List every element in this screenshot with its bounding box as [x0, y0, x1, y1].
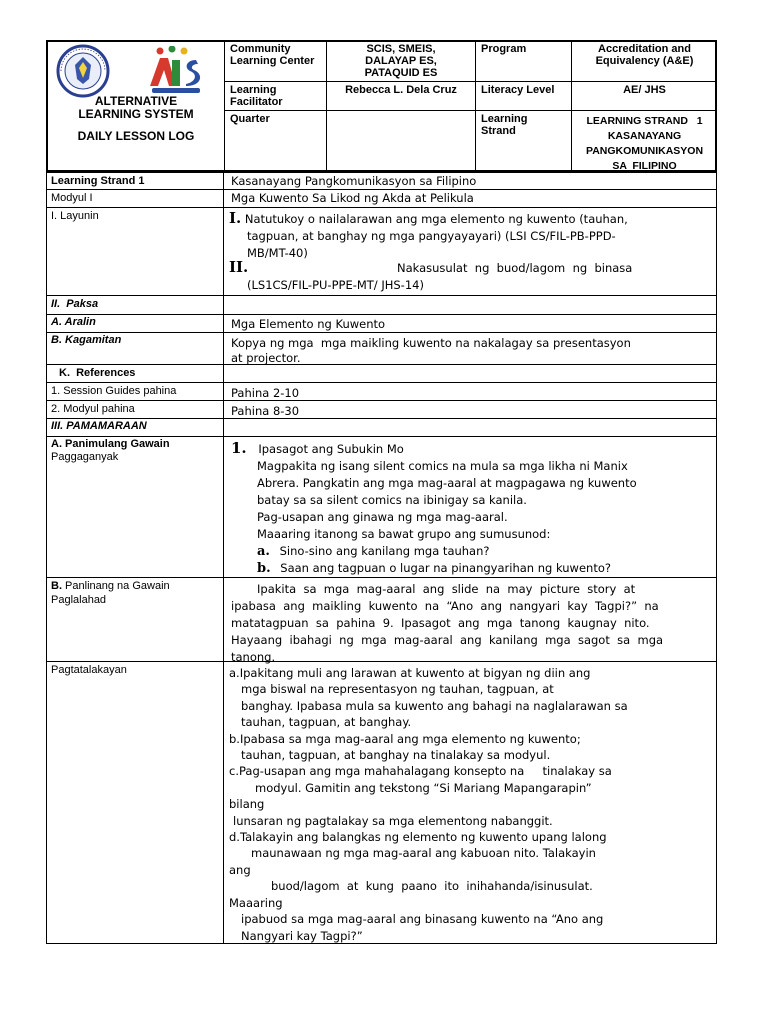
layunin-label: I. Layunin [51, 210, 99, 222]
layunin-2-line-a: Nakasusulat ng buod/lagom ng binasa [397, 261, 633, 275]
ls-value: Kasanayang Pangkomunikasyon sa Filipino [231, 174, 477, 188]
label-quarter: Quarter [230, 113, 270, 125]
value-community-learning-center: SCIS, SMEIS, DALAYAP ES, PATAQUID ES [364, 43, 438, 79]
aralin-value: Mga Elemento ng Kuwento [231, 317, 386, 331]
label-learning-facilitator: Learning Facilitator [230, 84, 283, 108]
value-learning-facilitator: Rebecca L. Dela Cruz [345, 84, 457, 96]
panimula-line-3: Abrera. Pangkatin ang mga mag-aaral at magpagawa ng kuwento [257, 476, 637, 490]
panimula-b-text: Saan ang tagpuan o lugar na pinangyarihan ng kuwento? [280, 561, 611, 575]
layunin-2-line-b: (LS1CS/FIL-PU-PPE-MT/ JHS-14) [247, 278, 424, 292]
modyul-value: Mga Kuwento Sa Likod ng Akda at Pelikula [231, 191, 474, 205]
talakay-line: ang [229, 862, 251, 877]
log-title: DAILY LESSON LOG [77, 129, 195, 143]
layunin-1-line-b: tagpuan, at banghay ng mga pangyayayari) (LSI CS/FIL-PB-PPD- [247, 229, 616, 243]
talakay-line: ipabuod sa mga mag-aaral ang binasang kuwento na “Ano ang [241, 912, 604, 927]
panimula-a-text: Sino-sino ang kanilang mga tauhan? [279, 544, 490, 558]
kagamitan-line-a: Kopya ng mga mga maikling kuwento na nakalagay sa presentasyon [231, 336, 631, 350]
strand-line-4: SA FILIPINO [612, 160, 677, 172]
modyul-label: Modyul I [51, 192, 93, 204]
layunin-1-number: I. [229, 209, 242, 227]
paksa-label: II. Paksa [51, 298, 99, 310]
layunin-1-line-c: MB/MT-40) [247, 246, 308, 260]
talakay-content [229, 665, 669, 944]
org-title-line-1: ALTERNATIVE [94, 94, 178, 108]
talakay-line: mga biswal na representasyon ng tauhan, tagpuan, at [241, 682, 554, 697]
talakay-line: c.Pag-usapan ang mga mahahalagang konsepto na tinalakay sa [229, 764, 612, 779]
panlinang-line-4: Hayaang ibahagi ng mga mag-aaral ang kanilang mga sagot sa mga [231, 633, 664, 647]
layunin-2-number: II. [229, 258, 249, 276]
org-title-line-2: LEARNING SYSTEM [78, 107, 194, 121]
talakay-line: d.Talakayin ang balangkas ng elemento ng kuwento upang lalong [229, 830, 607, 845]
kagamitan-line-b: at projector. [231, 351, 301, 365]
label-literacy-level: Literacy Level [481, 84, 555, 96]
panlinang-sub: Paglalahad [51, 594, 107, 606]
strand-line-1: LEARNING STRAND 1 [586, 115, 703, 127]
session-guides-label: 1. Session Guides pahina [51, 385, 177, 397]
talakay-line: Nangyari kay Tagpi?” [241, 928, 363, 943]
kagamitan-value [231, 336, 631, 366]
ls-label: Learning Strand 1 [51, 175, 145, 187]
panlinang-line-2: ipabasa ang maikling kuwento na “Ano ang nangyari kay Tagpi?” na [231, 599, 659, 613]
aralin-label: A. Aralin [51, 316, 96, 328]
strand-line-2: KASANAYANG [607, 130, 682, 142]
panimula-sub: Paggaganyak [51, 451, 119, 463]
label-community-learning-center: Community Learning Center [230, 43, 315, 67]
value-program: Accreditation and Equivalency (A&E) [595, 43, 694, 67]
panlinang-line-3: matatagpuan sa pahina 9. Ipasagot ang mga tanong kaugnay nito. [231, 616, 650, 630]
modyul-pahina-label: 2. Modyul pahina [51, 403, 135, 415]
talakay-line: banghay. Ipabasa mula sa kuwento ang bahagi na naglalarawan sa [241, 698, 628, 713]
panimula-a-marker: a. [257, 544, 270, 559]
references-label: K. References [59, 367, 136, 379]
layunin-item-2 [229, 260, 659, 294]
panimula-label: A. Panimulang Gawain [51, 438, 170, 450]
label-program: Program [481, 43, 527, 55]
als-logo [146, 46, 206, 96]
talakay-line: a.Ipakitang muli ang larawan at kuwento at bigyan ng diin ang [229, 666, 591, 680]
value-learning-strand [572, 114, 717, 174]
panimula-line-1: Ipasagot ang Subukin Mo [258, 442, 404, 456]
talakay-line: b.Ipabasa sa mga mag-aaral ang mga elemento ng kuwento; [229, 731, 581, 746]
lesson-table [46, 172, 717, 944]
panlinang-content [231, 581, 664, 666]
layunin-1-line-a: Natutukoy o nailalarawan ang mga elemento ng kuwento (tauhan, [244, 212, 628, 226]
panimula-line-6: Maaaring itanong sa bawat grupo ang sumusunod: [257, 527, 551, 541]
talakay-line: lunsaran ng pagtalakay sa mga elementong nabanggit. [233, 813, 553, 828]
panimula-b-marker: b. [257, 561, 271, 576]
session-guides-value: Pahina 2-10 [231, 386, 300, 400]
panlinang-label-letter: B. [51, 580, 62, 592]
panlinang-line-1: Ipakita sa mga mag-aaral ang slide na may picture story at [257, 582, 636, 596]
modyul-pahina-value: Pahina 8-30 [231, 404, 300, 418]
panimula-content [231, 440, 671, 577]
panimula-line-5: Pag-usapan ang ginawa ng mga mag-aaral. [257, 510, 508, 524]
panlinang-line-5: tanong. [231, 650, 276, 664]
panimula-line-4: batay sa sa silent comics na ibinigay sa kanila. [257, 493, 527, 507]
header-table [46, 40, 717, 172]
label-learning-strand: Learning Strand [481, 113, 528, 137]
talakay-line: buod/lagom at kung paano ito inihahanda/isinusulat. [271, 879, 593, 894]
talakay-line: modyul. Gamitin ang tekstong “Si Mariang Mapangarapin” [255, 780, 592, 795]
panlinang-label-text: Panlinang na Gawain [62, 580, 170, 592]
panlinang-label [51, 580, 170, 593]
talakay-line: maunawaan ng mga mag-aaral ang kabuoan nito. Talakayin [251, 846, 596, 861]
strand-line-3: PANGKOMUNIKASYON [585, 145, 704, 157]
talakay-label: Pagtatalakayan [51, 664, 127, 676]
value-literacy-level: AE/ JHS [623, 84, 666, 96]
talakay-line: bilang [229, 797, 265, 812]
panimula-line-2: Magpakita ng isang silent comics na mula sa mga likha ni Manix [257, 459, 628, 473]
talakay-line: tauhan, tagpuan, at banghay. [241, 715, 412, 730]
kagamitan-label: B. Kagamitan [51, 334, 122, 346]
deped-seal-logo [53, 44, 113, 98]
org-title [48, 95, 224, 121]
layunin-item-1 [229, 210, 659, 262]
talakay-line: tauhan, tagpuan, at banghay na tinalakay sa modyul. [241, 748, 551, 763]
pamamaraan-label: III. PAMAMARAAN [51, 420, 147, 432]
panimula-number: 1. [231, 439, 247, 457]
talakay-line: Maaaring [229, 895, 283, 910]
